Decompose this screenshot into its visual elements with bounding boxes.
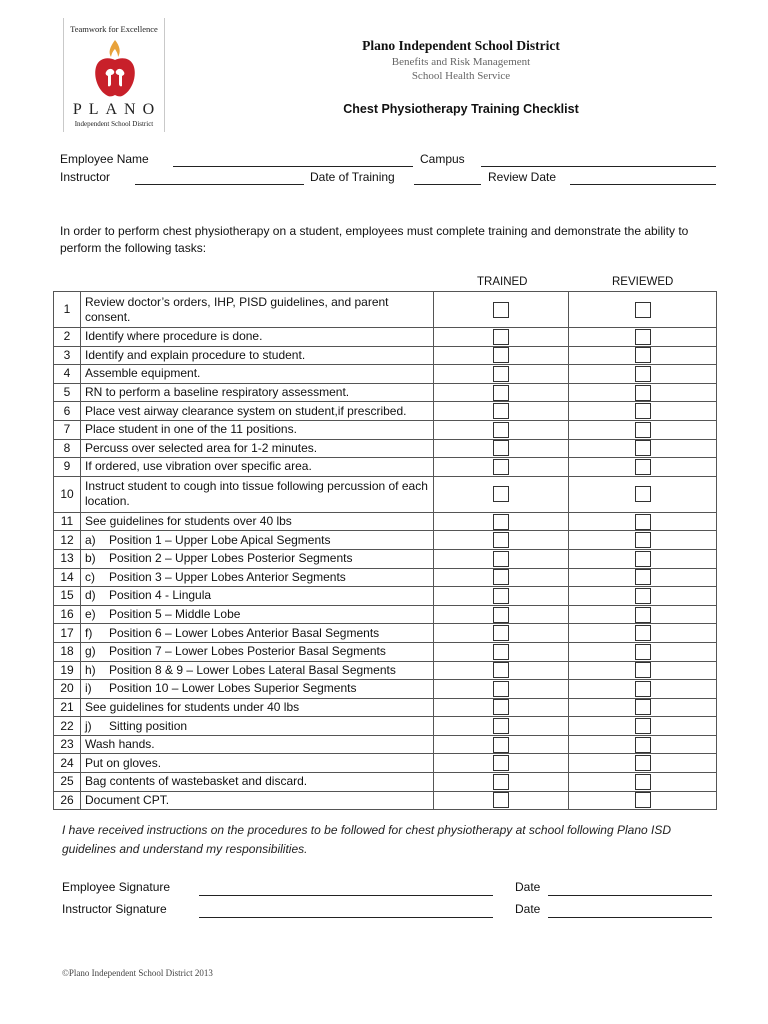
reviewed-cell (569, 642, 717, 661)
reviewed-checkbox[interactable] (635, 486, 651, 502)
trained-cell (434, 624, 569, 643)
task-text: Document CPT. (85, 792, 170, 807)
task-text: Position 5 – Middle Lobe (109, 607, 241, 622)
table-row (54, 605, 717, 624)
reviewed-checkbox[interactable] (635, 302, 651, 318)
task-text: Sitting position (109, 718, 188, 733)
task-number: 13 (54, 549, 81, 568)
copyright-footer: ©Plano Independent School District 2013 (62, 968, 213, 978)
trained-cell (434, 439, 569, 458)
trained-checkbox[interactable] (493, 347, 509, 363)
reviewed-cell (569, 735, 717, 754)
table-row (54, 587, 717, 606)
table-row (54, 735, 717, 754)
task-description (81, 773, 434, 792)
reviewed-cell (569, 587, 717, 606)
table-row (54, 328, 717, 347)
trained-checkbox[interactable] (493, 681, 509, 697)
instructor-field[interactable] (135, 184, 304, 185)
trained-cell (434, 531, 569, 550)
reviewed-cell (569, 439, 717, 458)
task-text: Position 6 – Lower Lobes Anterior Basal Segments (109, 625, 380, 640)
trained-column-header: TRAINED (477, 276, 528, 288)
trained-cell (434, 605, 569, 624)
trained-checkbox[interactable] (493, 366, 509, 382)
reviewed-cell (569, 773, 717, 792)
trained-cell (434, 402, 569, 421)
employee-signature-label: Employee Signature (62, 880, 171, 894)
district-name: Plano Independent School District (362, 38, 560, 53)
task-description (81, 328, 434, 347)
trained-checkbox[interactable] (493, 792, 509, 808)
task-text: Instruct student to cough into tissue following percussion of each location. (85, 479, 428, 509)
table-row (54, 791, 717, 810)
logo-subtitle: Independent School District (74, 120, 154, 128)
reviewed-checkbox[interactable] (635, 347, 651, 363)
task-text: Review doctor’s orders, IHP, PISD guidelines, and parent consent. (85, 294, 389, 324)
reviewed-cell (569, 624, 717, 643)
table-row (54, 365, 717, 384)
reviewed-cell (569, 531, 717, 550)
trained-checkbox[interactable] (493, 459, 509, 475)
task-number: 2 (54, 328, 81, 347)
task-text: Identify and explain procedure to student. (85, 347, 306, 362)
trained-checkbox[interactable] (493, 514, 509, 530)
task-number: 8 (54, 439, 81, 458)
reviewed-checkbox[interactable] (635, 514, 651, 530)
trained-cell (434, 717, 569, 736)
table-row (54, 476, 717, 512)
task-number: 14 (54, 568, 81, 587)
table-row (54, 680, 717, 699)
trained-cell (434, 735, 569, 754)
trained-cell (434, 680, 569, 699)
reviewed-cell (569, 568, 717, 587)
task-sub-letter: a) (85, 532, 96, 547)
table-row (54, 717, 717, 736)
acknowledgement-text: I have received instructions on the procedures to be followed for chest physiotherapy at school following Plano ISD guidelines and understand my responsibilities. (62, 823, 672, 856)
reviewed-cell (569, 549, 717, 568)
task-description (81, 365, 434, 384)
table-row (54, 568, 717, 587)
task-sub-letter: h) (85, 662, 96, 677)
task-sub-letter: d) (85, 588, 96, 603)
reviewed-column-header: REVIEWED (612, 276, 674, 288)
instructor-date-field[interactable] (548, 917, 712, 918)
trained-cell (434, 661, 569, 680)
trained-checkbox[interactable] (493, 403, 509, 419)
department-name: Benefits and Risk Management (391, 56, 531, 68)
trained-cell (434, 328, 569, 347)
task-text: Position 10 – Lower Lobes Superior Segments (109, 681, 357, 696)
reviewed-cell (569, 717, 717, 736)
reviewed-checkbox[interactable] (635, 366, 651, 382)
trained-cell (434, 642, 569, 661)
task-number: 15 (54, 587, 81, 606)
table-row (54, 531, 717, 550)
task-description (81, 402, 434, 421)
trained-checkbox[interactable] (493, 422, 509, 438)
task-text: Position 1 – Upper Lobe Apical Segments (109, 532, 331, 547)
reviewed-checkbox[interactable] (635, 699, 651, 715)
trained-checkbox[interactable] (493, 699, 509, 715)
trained-checkbox[interactable] (493, 302, 509, 318)
task-description (81, 642, 434, 661)
task-number: 26 (54, 791, 81, 810)
task-number: 17 (54, 624, 81, 643)
task-number: 11 (54, 512, 81, 531)
employee-name-field[interactable] (173, 166, 413, 167)
task-description (81, 717, 434, 736)
task-number: 19 (54, 661, 81, 680)
trained-checkbox[interactable] (493, 551, 509, 567)
task-description (81, 791, 434, 810)
table-row (54, 439, 717, 458)
reviewed-checkbox[interactable] (635, 792, 651, 808)
reviewed-cell (569, 512, 717, 531)
reviewed-cell (569, 328, 717, 347)
task-number: 21 (54, 698, 81, 717)
instructor-label: Instructor (60, 170, 111, 184)
trained-checkbox[interactable] (493, 737, 509, 753)
employee-date-field[interactable] (548, 895, 712, 896)
table-row (54, 383, 717, 402)
reviewed-cell (569, 791, 717, 810)
trained-checkbox[interactable] (493, 588, 509, 604)
task-text: Position 3 – Upper Lobes Anterior Segments (109, 569, 346, 584)
reviewed-cell (569, 458, 717, 477)
trained-checkbox[interactable] (493, 385, 509, 401)
reviewed-checkbox[interactable] (635, 681, 651, 697)
trained-cell (434, 549, 569, 568)
trained-cell (434, 587, 569, 606)
task-text: Identify where procedure is done. (85, 329, 263, 344)
task-sub-letter: f) (85, 625, 93, 640)
reviewed-cell (569, 420, 717, 439)
date-of-training-field[interactable] (414, 184, 481, 185)
table-row (54, 642, 717, 661)
trained-checkbox[interactable] (493, 569, 509, 585)
task-description (81, 549, 434, 568)
task-text: Position 2 – Upper Lobes Posterior Segments (109, 551, 353, 566)
trained-cell (434, 458, 569, 477)
task-text: Place vest airway clearance system on student,if prescribed. (85, 403, 407, 418)
task-number: 6 (54, 402, 81, 421)
trained-cell (434, 512, 569, 531)
table-row (54, 698, 717, 717)
task-number: 20 (54, 680, 81, 699)
reviewed-checkbox[interactable] (635, 459, 651, 475)
trained-checkbox[interactable] (493, 644, 509, 660)
review-date-label: Review Date (488, 170, 557, 184)
task-sub-letter: e) (85, 607, 96, 622)
trained-cell (434, 346, 569, 365)
task-checklist-table (53, 291, 717, 810)
document-title: Chest Physiotherapy Training Checklist (343, 102, 579, 116)
reviewed-cell (569, 754, 717, 773)
reviewed-cell (569, 292, 717, 328)
task-description (81, 568, 434, 587)
trained-checkbox[interactable] (493, 755, 509, 771)
task-description (81, 512, 434, 531)
task-description (81, 680, 434, 699)
instructor-signature-field[interactable] (199, 917, 493, 918)
intro-text: In order to perform chest physiotherapy on a student, employees must complete training and demonstrate the ability to perform the following tasks: (60, 224, 689, 255)
trained-cell (434, 568, 569, 587)
trained-checkbox[interactable] (493, 532, 509, 548)
task-description (81, 605, 434, 624)
review-date-field[interactable] (570, 184, 716, 185)
trained-cell (434, 365, 569, 384)
table-row (54, 661, 717, 680)
table-row (54, 420, 717, 439)
trained-cell (434, 791, 569, 810)
table-row (54, 458, 717, 477)
task-number: 18 (54, 642, 81, 661)
reviewed-cell (569, 476, 717, 512)
reviewed-checkbox[interactable] (635, 737, 651, 753)
employee-name-label: Employee Name (60, 152, 149, 166)
task-description (81, 698, 434, 717)
reviewed-cell (569, 698, 717, 717)
task-text: Place student in one of the 11 positions. (85, 422, 297, 437)
task-number: 22 (54, 717, 81, 736)
reviewed-cell (569, 365, 717, 384)
reviewed-cell (569, 383, 717, 402)
trained-cell (434, 292, 569, 328)
reviewed-cell (569, 661, 717, 680)
reviewed-checkbox[interactable] (635, 551, 651, 567)
trained-checkbox[interactable] (493, 607, 509, 623)
task-description (81, 531, 434, 550)
task-sub-letter: b) (85, 551, 96, 566)
reviewed-checkbox[interactable] (635, 607, 651, 623)
task-description (81, 735, 434, 754)
reviewed-cell (569, 346, 717, 365)
logo-name: PLANO (72, 101, 162, 118)
task-description (81, 754, 434, 773)
employee-signature-field[interactable] (199, 895, 493, 896)
task-number: 25 (54, 773, 81, 792)
task-description (81, 420, 434, 439)
table-row (54, 754, 717, 773)
table-row (54, 402, 717, 421)
reviewed-checkbox[interactable] (635, 774, 651, 790)
task-number: 10 (54, 476, 81, 512)
task-description (81, 439, 434, 458)
reviewed-checkbox[interactable] (635, 625, 651, 641)
task-number: 1 (54, 292, 81, 328)
task-description (81, 587, 434, 606)
table-row (54, 292, 717, 328)
task-description (81, 661, 434, 680)
trained-cell (434, 754, 569, 773)
date-of-training-label: Date of Training (310, 170, 395, 184)
trained-checkbox[interactable] (493, 486, 509, 502)
table-row (54, 549, 717, 568)
task-description (81, 624, 434, 643)
employee-date-label: Date (515, 880, 541, 894)
task-text: If ordered, use vibration over specific area. (85, 459, 312, 474)
reviewed-checkbox[interactable] (635, 662, 651, 678)
trained-cell (434, 420, 569, 439)
table-row (54, 773, 717, 792)
task-text: Assemble equipment. (85, 366, 201, 381)
trained-cell (434, 476, 569, 512)
task-number: 4 (54, 365, 81, 384)
table-row (54, 346, 717, 365)
instructor-date-label: Date (515, 902, 541, 916)
task-number: 5 (54, 383, 81, 402)
task-sub-letter: i) (85, 681, 92, 696)
task-number: 23 (54, 735, 81, 754)
task-text: Position 8 & 9 – Lower Lobes Lateral Basal Segments (109, 662, 396, 677)
task-text: See guidelines for students over 40 lbs (85, 514, 292, 529)
trained-cell (434, 698, 569, 717)
trained-cell (434, 383, 569, 402)
campus-label: Campus (420, 152, 465, 166)
trained-cell (434, 773, 569, 792)
task-number: 24 (54, 754, 81, 773)
trained-checkbox[interactable] (493, 625, 509, 641)
instructor-signature-label: Instructor Signature (62, 902, 167, 916)
task-number: 16 (54, 605, 81, 624)
task-text: Percuss over selected area for 1-2 minutes. (85, 440, 318, 455)
trained-checkbox[interactable] (493, 774, 509, 790)
task-number: 7 (54, 420, 81, 439)
reviewed-checkbox[interactable] (635, 385, 651, 401)
task-description (81, 476, 434, 512)
service-name: School Health Service (411, 70, 511, 82)
trained-checkbox[interactable] (493, 440, 509, 456)
reviewed-checkbox[interactable] (635, 532, 651, 548)
task-number: 12 (54, 531, 81, 550)
task-text: Wash hands. (85, 737, 155, 752)
trained-checkbox[interactable] (493, 662, 509, 678)
task-text: Bag contents of wastebasket and discard. (85, 774, 308, 789)
reviewed-checkbox[interactable] (635, 569, 651, 585)
task-text: See guidelines for students under 40 lbs (85, 699, 300, 714)
reviewed-checkbox[interactable] (635, 644, 651, 660)
reviewed-checkbox[interactable] (635, 588, 651, 604)
reviewed-checkbox[interactable] (635, 755, 651, 771)
task-text: Position 4 - Lingula (109, 588, 212, 603)
reviewed-checkbox[interactable] (635, 440, 651, 456)
task-text: Put on gloves. (85, 755, 162, 770)
reviewed-checkbox[interactable] (635, 422, 651, 438)
apple-flame-logo-icon (90, 38, 140, 100)
task-number: 3 (54, 346, 81, 365)
task-description (81, 383, 434, 402)
table-row (54, 512, 717, 531)
reviewed-checkbox[interactable] (635, 718, 651, 734)
reviewed-checkbox[interactable] (635, 329, 651, 345)
district-logo (63, 18, 165, 132)
reviewed-cell (569, 402, 717, 421)
trained-checkbox[interactable] (493, 329, 509, 345)
table-row (54, 624, 717, 643)
task-sub-letter: g) (85, 644, 96, 659)
reviewed-cell (569, 680, 717, 699)
task-text: Position 7 – Lower Lobes Posterior Basal Segments (109, 644, 386, 659)
task-sub-letter: j) (85, 718, 92, 733)
reviewed-cell (569, 605, 717, 624)
task-description (81, 458, 434, 477)
task-sub-letter: c) (85, 569, 95, 584)
campus-field[interactable] (481, 166, 716, 167)
task-number: 9 (54, 458, 81, 477)
trained-checkbox[interactable] (493, 718, 509, 734)
task-description (81, 346, 434, 365)
task-text: RN to perform a baseline respiratory assessment. (85, 385, 350, 400)
reviewed-checkbox[interactable] (635, 403, 651, 419)
logo-tagline: Teamwork for Excellence (70, 24, 158, 34)
task-description (81, 292, 434, 328)
